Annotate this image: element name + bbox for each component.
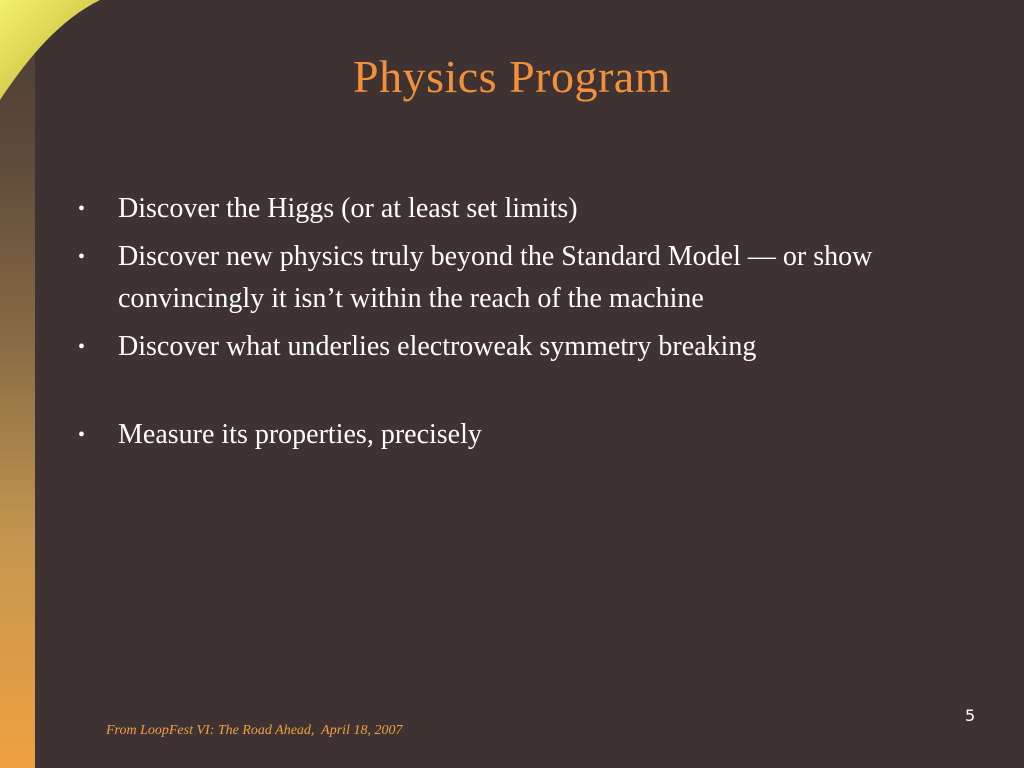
bullet-list <box>76 188 976 462</box>
bullet-text: Discover the Higgs (or at least set limits) <box>118 193 578 224</box>
slide-number: 5 <box>965 706 976 725</box>
bullet-marker: • <box>78 246 86 268</box>
bullet-marker: • <box>78 424 86 446</box>
left-accent-bar <box>0 0 35 768</box>
bullet-item <box>76 188 976 230</box>
bullet-text: Discover what underlies electroweak symmetry breaking <box>118 331 757 362</box>
bullet-text: Measure its properties, precisely <box>118 419 482 450</box>
bullet-marker: • <box>78 336 86 358</box>
bullet-text: Discover new physics truly beyond the Standard Model — or show convincingly it isn’t within the reach of the machine <box>118 241 873 314</box>
footer-text: From LoopFest VI: The Road Ahead, April 18, 2007 <box>106 723 403 738</box>
bullet-item <box>76 326 976 368</box>
slide-title: Physics Program <box>353 51 671 102</box>
bullet-item <box>76 414 976 456</box>
bullet-marker: • <box>78 198 86 220</box>
bullet-item <box>76 236 976 320</box>
